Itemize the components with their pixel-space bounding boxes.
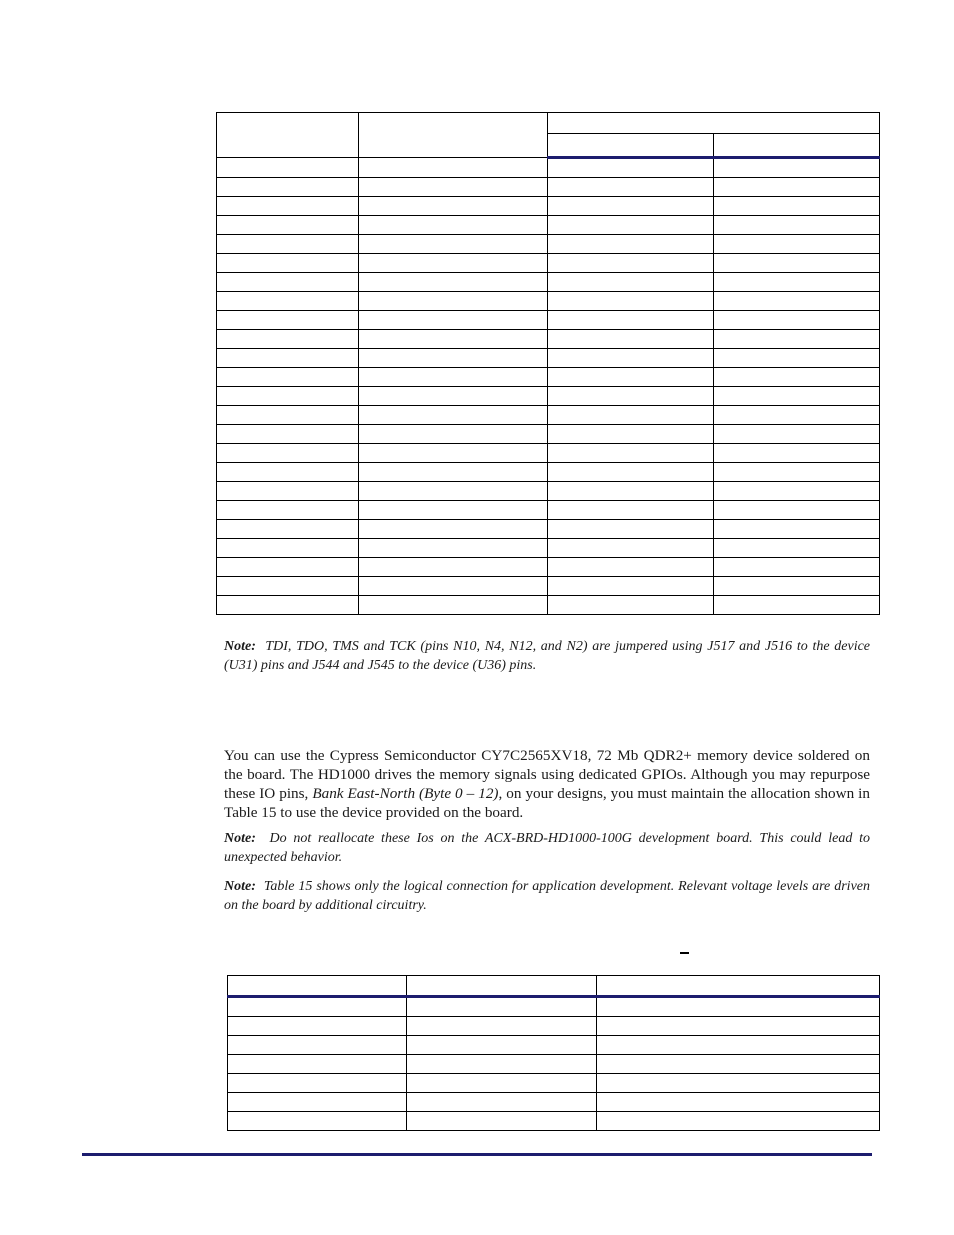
table-cell [217, 178, 359, 197]
table-row [217, 330, 880, 349]
table-cell [714, 596, 880, 615]
table-cell [359, 368, 548, 387]
table-cell [359, 292, 548, 311]
table-cell [359, 178, 548, 197]
table-cell [359, 482, 548, 501]
table-cell [714, 349, 880, 368]
table-cell [217, 216, 359, 235]
qdr-memory-paragraph [224, 746, 870, 822]
table-row [217, 158, 880, 178]
note-label: Note: [224, 879, 256, 894]
note-label: Note: [224, 831, 256, 846]
table-cell [359, 406, 548, 425]
header-cell-group [548, 113, 880, 134]
header-cell-2 [359, 113, 548, 158]
table-cell [359, 577, 548, 596]
table-cell [217, 292, 359, 311]
table-row [228, 1036, 880, 1055]
table-cell [228, 1093, 407, 1112]
table-cell [217, 158, 359, 178]
table-row [217, 501, 880, 520]
logical-connection-note [224, 878, 870, 915]
table-cell [714, 178, 880, 197]
table-cell [548, 273, 714, 292]
table-cell [217, 406, 359, 425]
table-row [217, 406, 880, 425]
table-cell [714, 273, 880, 292]
table-cell [217, 235, 359, 254]
table-cell [548, 368, 714, 387]
table-cell [217, 349, 359, 368]
header-cell-1 [228, 976, 407, 997]
table-row [217, 387, 880, 406]
table-cell [228, 1074, 407, 1093]
table-cell [228, 1036, 407, 1055]
table-cell [407, 1112, 597, 1131]
table-row [217, 539, 880, 558]
table-caption-dash [680, 952, 689, 954]
table-cell [217, 254, 359, 273]
header-cell-2 [407, 976, 597, 997]
table-cell [548, 482, 714, 501]
table-cell [217, 482, 359, 501]
table-row [217, 558, 880, 577]
table-row [228, 1017, 880, 1036]
table-cell [407, 1074, 597, 1093]
table-cell [217, 330, 359, 349]
table-row [228, 997, 880, 1017]
table-cell [714, 482, 880, 501]
table-cell [548, 387, 714, 406]
table-row [217, 216, 880, 235]
table-cell [228, 1112, 407, 1131]
table-cell [597, 997, 880, 1017]
table-row [217, 311, 880, 330]
table-cell [359, 387, 548, 406]
table-cell [359, 520, 548, 539]
table-cell [228, 997, 407, 1017]
table-cell [548, 178, 714, 197]
table-cell [548, 520, 714, 539]
table-cell [548, 216, 714, 235]
note-label: Note: [224, 639, 256, 654]
table-cell [359, 539, 548, 558]
table-cell [548, 197, 714, 216]
table-cell [407, 1017, 597, 1036]
reallocate-note [224, 830, 870, 867]
table-cell [407, 997, 597, 1017]
table-cell [597, 1036, 880, 1055]
table-row [217, 178, 880, 197]
table-row [217, 596, 880, 615]
table-cell [548, 158, 714, 178]
table-cell [217, 368, 359, 387]
table-cell [359, 330, 548, 349]
table-cell [714, 539, 880, 558]
table-row [228, 1074, 880, 1093]
header-subcell-1 [548, 134, 714, 158]
table-cell [217, 558, 359, 577]
note-text: Table 15 shows only the logical connection for application development. Relevant voltage levels are driven on the board by additional circuitry. [224, 879, 870, 913]
paragraph-text-1: You can use the Cypress Semiconductor CY7C2565XV18, 72 Mb QDR2+ memory device soldered on the board. The HD1000 drives the memory signals using dedicated GPIOs. Although you may repurpose these IO pins, [224, 747, 870, 802]
table-cell [217, 425, 359, 444]
table-cell [217, 387, 359, 406]
table-cell [359, 558, 548, 577]
table-cell [359, 197, 548, 216]
header-subcell-2 [714, 134, 880, 158]
table-cell [228, 1017, 407, 1036]
table-cell [359, 273, 548, 292]
table-cell [217, 444, 359, 463]
table-cell [597, 1112, 880, 1131]
table-cell [359, 311, 548, 330]
table-cell [548, 444, 714, 463]
table-row [217, 444, 880, 463]
table-row [217, 349, 880, 368]
table-row [217, 292, 880, 311]
table-cell [359, 444, 548, 463]
table-cell [359, 501, 548, 520]
pin-table-top [216, 112, 880, 615]
table-cell [407, 1093, 597, 1112]
table-cell [714, 330, 880, 349]
table-cell [407, 1055, 597, 1074]
note-text: TDI, TDO, TMS and TCK (pins N10, N4, N12, and N2) are jumpered using J517 and J516 to the device (U31) pins and J544 and J545 to the device (U36) pins. [224, 639, 871, 673]
table-cell [548, 596, 714, 615]
pin-table-bottom [227, 975, 880, 1131]
table-row [217, 425, 880, 444]
table-cell [548, 311, 714, 330]
table-cell [714, 311, 880, 330]
table-cell [217, 463, 359, 482]
table-cell [714, 406, 880, 425]
table-row [217, 368, 880, 387]
table-cell [548, 235, 714, 254]
table-cell [714, 292, 880, 311]
table-cell [714, 520, 880, 539]
table-cell [714, 463, 880, 482]
table-cell [714, 577, 880, 596]
jtag-note [224, 638, 870, 675]
table-cell [359, 235, 548, 254]
table-cell [228, 1055, 407, 1074]
table-cell [548, 539, 714, 558]
footer-rule [82, 1153, 872, 1156]
table-cell [407, 1036, 597, 1055]
table-cell [548, 254, 714, 273]
table-cell [217, 501, 359, 520]
table-cell [714, 387, 880, 406]
table-cell [548, 501, 714, 520]
paragraph-bank-italic: Bank East-North (Byte 0 – 12) [312, 785, 499, 802]
table-cell [714, 158, 880, 178]
table-cell [359, 463, 548, 482]
table-row [217, 463, 880, 482]
table-cell [217, 311, 359, 330]
table-cell [217, 596, 359, 615]
table-cell [217, 577, 359, 596]
table-row [217, 273, 880, 292]
table-cell [548, 558, 714, 577]
table-cell [359, 254, 548, 273]
table-cell [548, 292, 714, 311]
table-cell [714, 254, 880, 273]
table-cell [217, 197, 359, 216]
table-row [217, 235, 880, 254]
header-cell-3 [597, 976, 880, 997]
table-cell [359, 596, 548, 615]
table-cell [217, 273, 359, 292]
table-cell [714, 444, 880, 463]
table-row [228, 1055, 880, 1074]
table-row [217, 254, 880, 273]
table-cell [359, 349, 548, 368]
table-row [217, 520, 880, 539]
table-cell [359, 158, 548, 178]
table-cell [714, 216, 880, 235]
table-cell [548, 330, 714, 349]
header-cell-1 [217, 113, 359, 158]
table-cell [597, 1074, 880, 1093]
table-cell [217, 520, 359, 539]
table-cell [217, 539, 359, 558]
table-cell [359, 425, 548, 444]
table-row [217, 482, 880, 501]
table-cell [714, 425, 880, 444]
table-cell [714, 235, 880, 254]
table-cell [548, 577, 714, 596]
table-cell [548, 349, 714, 368]
table-cell [714, 501, 880, 520]
table-row [217, 197, 880, 216]
table-cell [597, 1093, 880, 1112]
table-cell [548, 463, 714, 482]
table-cell [714, 368, 880, 387]
table-cell [597, 1017, 880, 1036]
table-cell [548, 425, 714, 444]
table-cell [548, 406, 714, 425]
table-row [217, 577, 880, 596]
table-cell [359, 216, 548, 235]
table-cell [714, 197, 880, 216]
note-text: Do not reallocate these Ios on the ACX-BRD-HD1000-100G development board. This could lead to unexpected behavior. [224, 831, 870, 865]
table-row [228, 1112, 880, 1131]
table-cell [714, 558, 880, 577]
table-cell [597, 1055, 880, 1074]
table-row [228, 1093, 880, 1112]
paragraph-text-2: , on your designs, you must maintain the allocation shown in Table 15 to use the device provided on the board. [224, 785, 870, 821]
